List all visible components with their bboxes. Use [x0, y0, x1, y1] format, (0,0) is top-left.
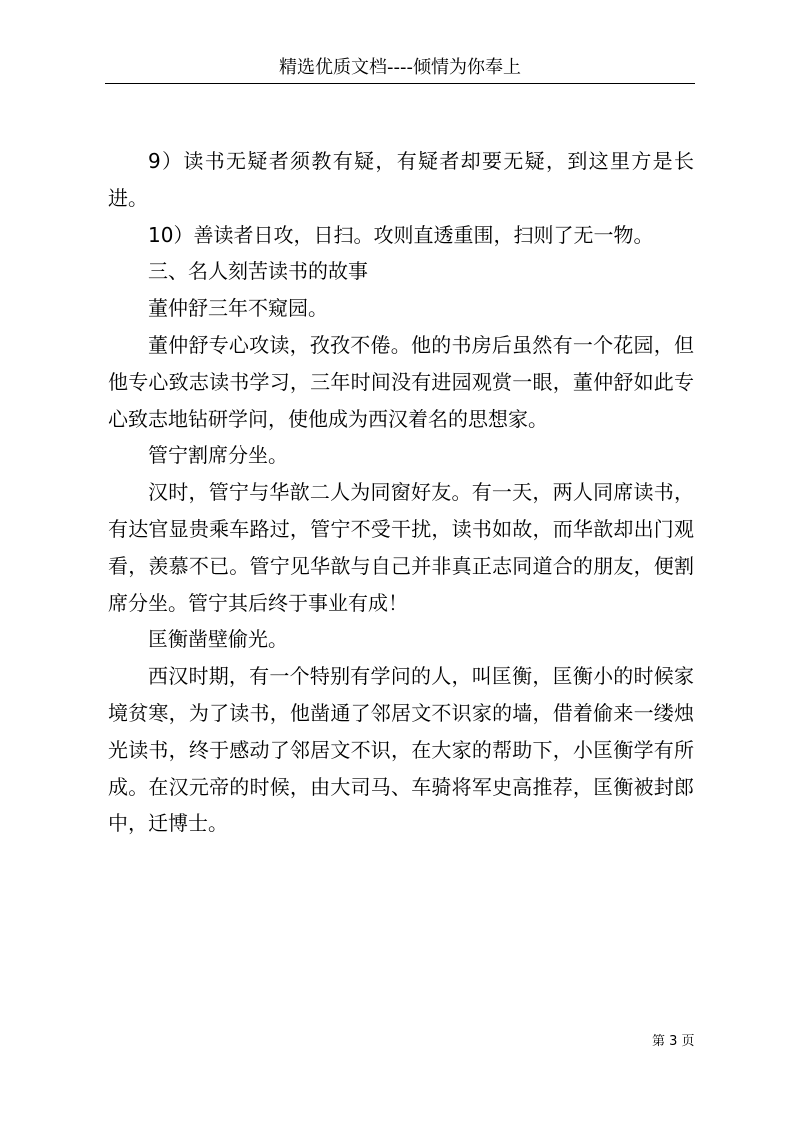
- quote-10: 10）善读者日攻，日扫。攻则直透重围，扫则了无一物。: [148, 222, 654, 247]
- section-heading: 三、名人刻苦读书的故事: [148, 259, 368, 284]
- story-title: 管宁割席分坐。: [148, 443, 288, 468]
- header-divider: [105, 83, 695, 84]
- page-header-title: 精选优质文档----倾情为你奉上: [279, 57, 521, 78]
- story-title: 匡衡凿壁偷光。: [148, 627, 288, 652]
- story-paragraph: 董仲舒专心攻读，孜孜不倦。他的书房后虽然有一个花园，但他专心致志读书学习，三年时间没有进园观赏一眼，董仲舒如此专心致志地钻研学问，使他成为西汉着名的思想家。: [108, 332, 694, 431]
- story-paragraph: 西汉时期，有一个特别有学问的人，叫匡衡，匡衡小的时候家境贫寒，为了读书，他凿通了邻居文不识家的墙，借着偷来一缕烛光读书，终于感动了邻居文不识，在大家的帮助下，小匡衡学有所成。在汉元帝的时候，由大司马、车骑将军史高推荐，匡衡被封郎中，迁博士。: [108, 664, 694, 836]
- quote-9: 9）读书无疑者须教有疑，有疑者却要无疑，到这里方是长进。: [108, 149, 694, 210]
- page-number: 第 3 页: [652, 1034, 695, 1049]
- document-body: [108, 143, 694, 842]
- story-title: 董仲舒三年不窥园。: [148, 296, 328, 321]
- story-paragraph: 汉时，管宁与华歆二人为同窗好友。有一天，两人同席读书，有达官显贵乘车路过，管宁不受干扰，读书如故，而华歆却出门观看，羡慕不已。管宁见华歆与自己并非真正志同道合的朋友，便割席分坐。管宁其后终于事业有成！: [108, 480, 694, 615]
